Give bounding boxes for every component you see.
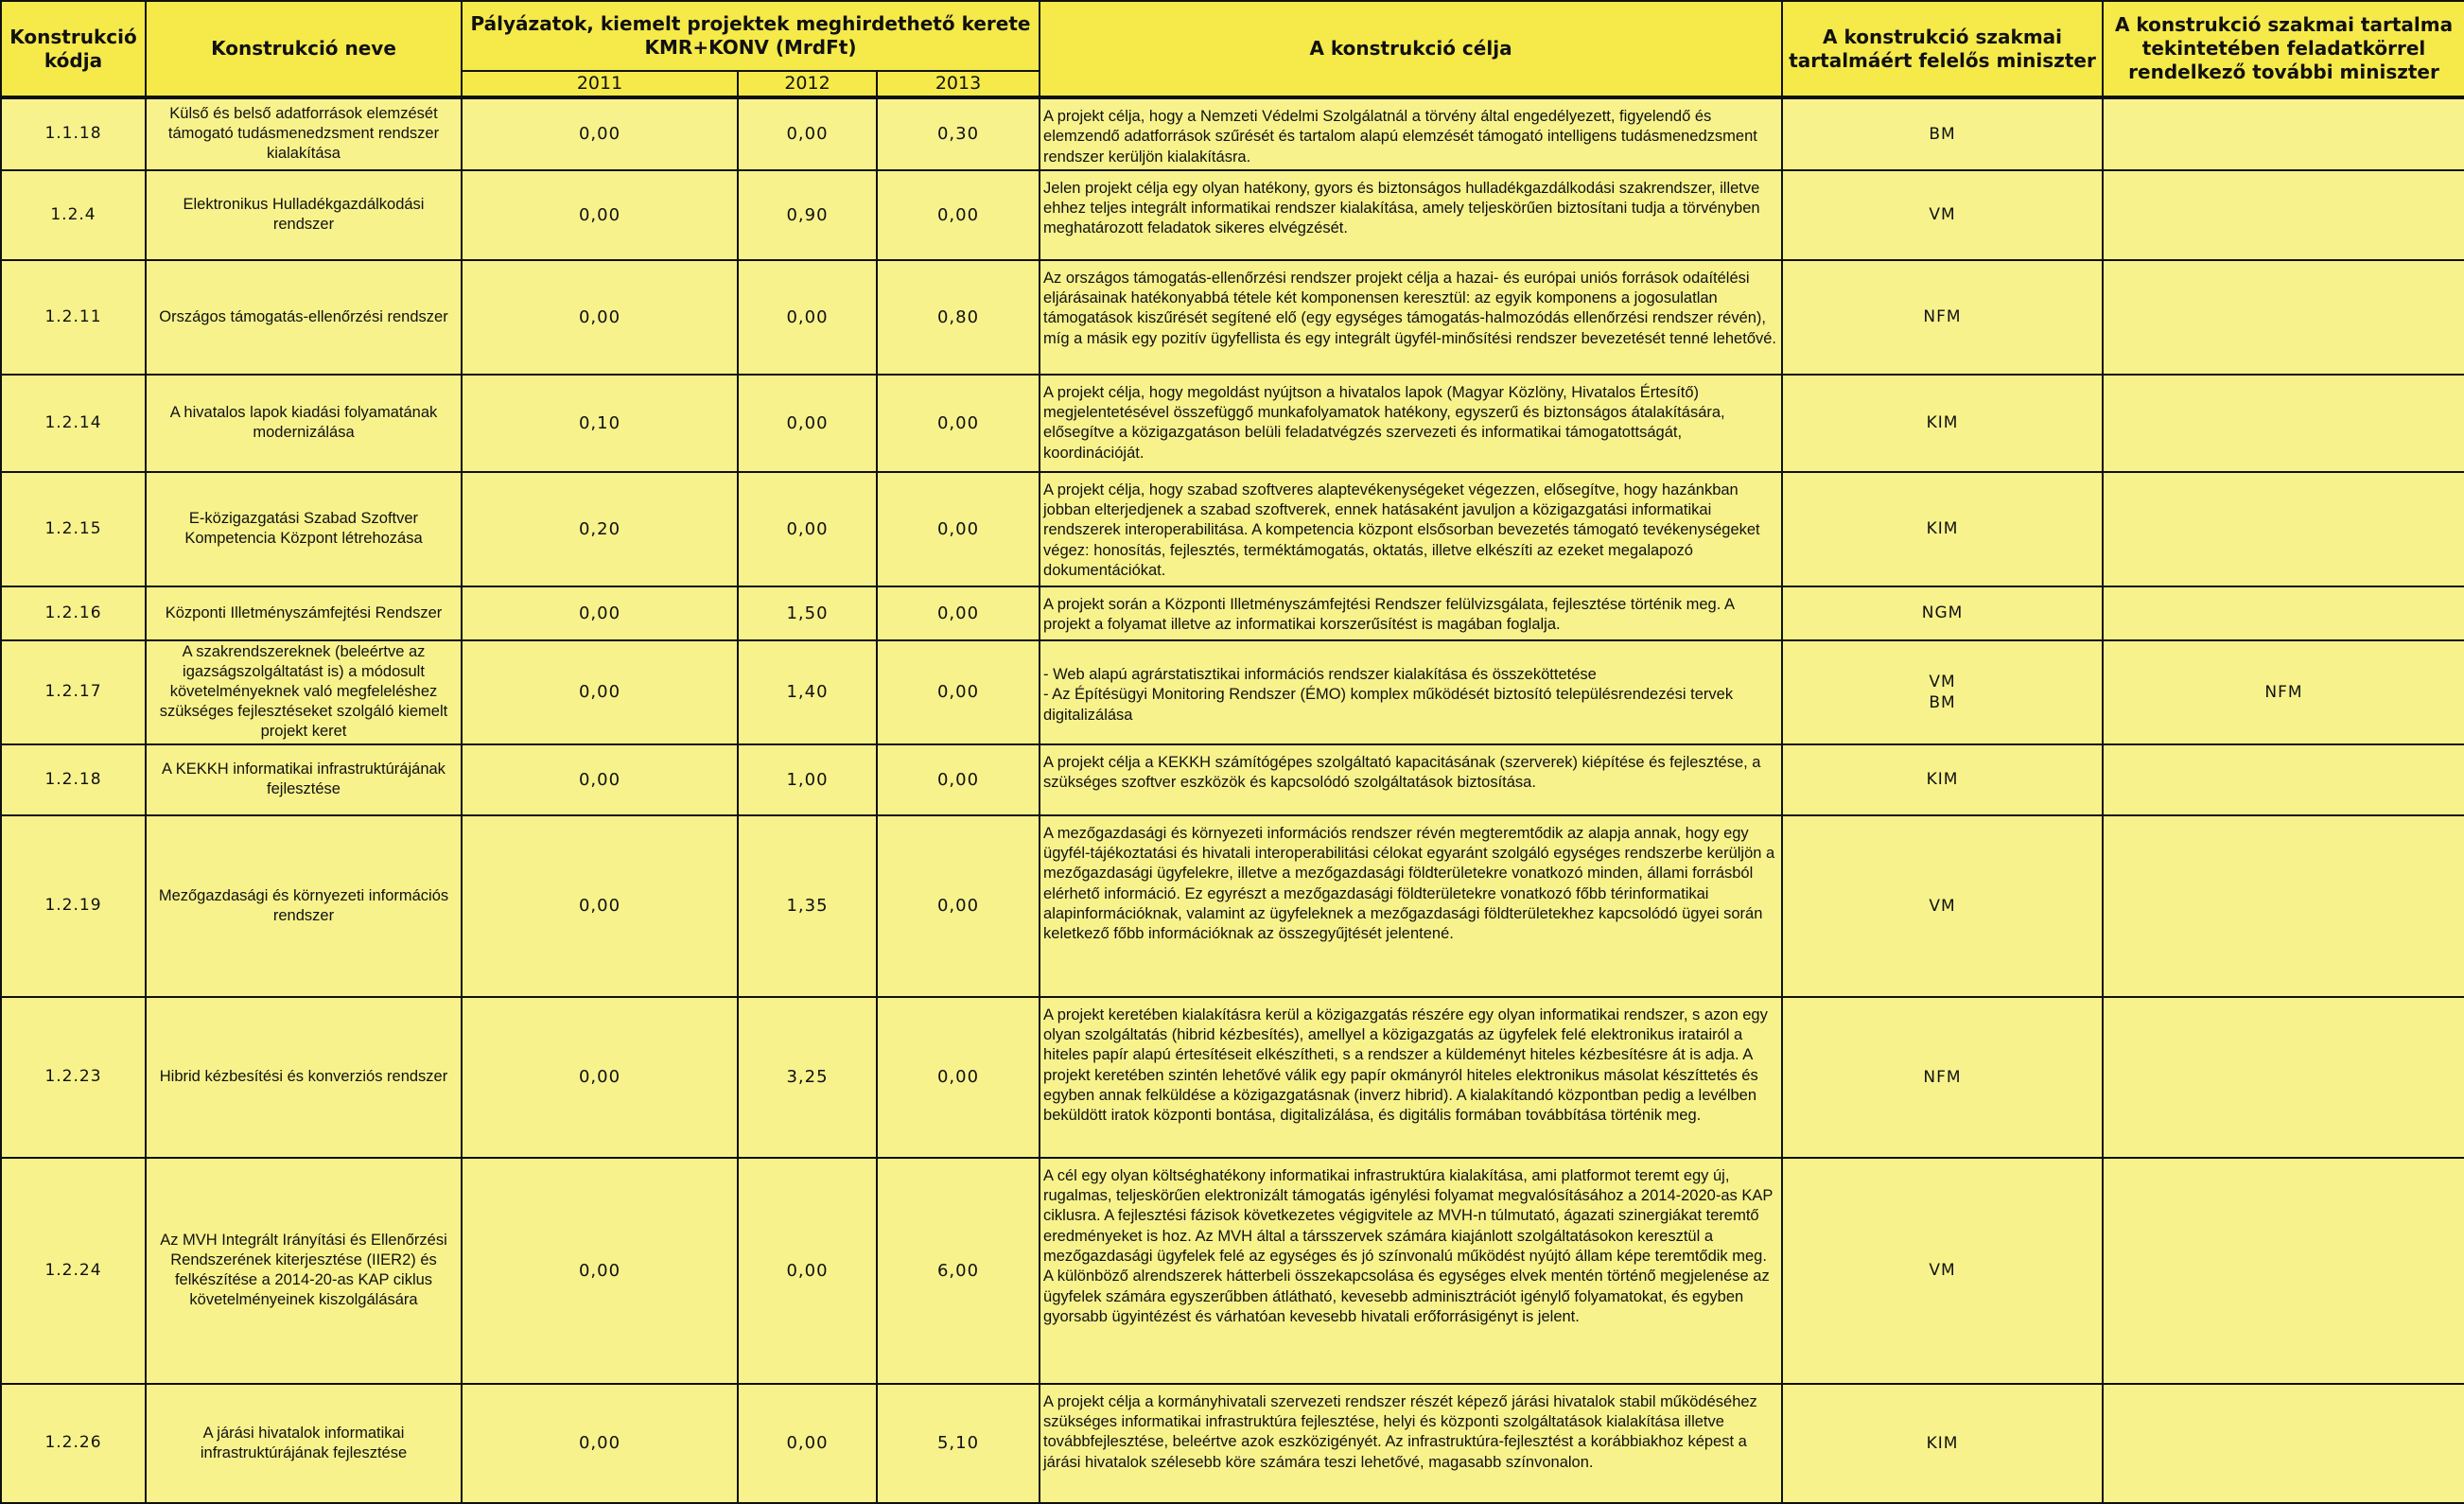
header-goal: A konstrukció célja <box>1040 1 1782 97</box>
row-value-2012: 0,00 <box>738 472 877 586</box>
row-code: 1.2.24 <box>1 1158 146 1384</box>
row-value-2012: 0,00 <box>738 1384 877 1503</box>
row-minister: VM <box>1782 815 2103 997</box>
row-value-2011: 0,00 <box>462 586 738 640</box>
row-value-2013: 0,00 <box>877 815 1040 997</box>
row-value-2012: 1,35 <box>738 815 877 997</box>
row-value-2011: 0,00 <box>462 1384 738 1503</box>
row-goal: A projekt célja, hogy megoldást nyújtson a hivatalos lapok (Magyar Közlöny, Hivatalos Értesítő) megjelentetésével összefüggő munkafolyamatok hatékony, egyszerű és biztonságos átalakítására, elősegítve a közigazgatáson belüli feladatvégzés szervezeti és informatikai támogatottságát, koordinációját. <box>1040 375 1782 472</box>
row-value-2013: 0,00 <box>877 375 1040 472</box>
table-row <box>1 815 2464 997</box>
row-value-2013: 0,30 <box>877 97 1040 170</box>
row-value-2011: 0,00 <box>462 997 738 1158</box>
row-other-minister <box>2103 97 2464 170</box>
row-minister: NGM <box>1782 586 2103 640</box>
row-value-2011: 0,00 <box>462 260 738 375</box>
row-goal: Az országos támogatás-ellenőrzési rendszer projekt célja a hazai- és európai uniós források odaítélési eljárásainak hatékonyabbá tétele két komponensen keresztül: az egyik komponens a jogosulatlan támogatások kiszűrését segítené elő (egy egységes támogatás-halmozódás ellenőrzési rendszer révén), míg a másik egy pozitív ügyfellista és egy integrált ügyfél-minősítési rendszer bevezetését tenné lehetővé. <box>1040 260 1782 375</box>
row-value-2011: 0,00 <box>462 1158 738 1384</box>
row-other-minister <box>2103 170 2464 260</box>
header-budget: Pályázatok, kiemelt projektek meghirdethető kerete KMR+KONV (MrdFt) <box>462 1 1040 71</box>
table-row <box>1 375 2464 472</box>
header-year-2013: 2013 <box>877 71 1040 97</box>
row-value-2013: 0,00 <box>877 744 1040 815</box>
row-code: 1.2.18 <box>1 744 146 815</box>
row-minister: VM <box>1782 1158 2103 1384</box>
row-goal: A cél egy olyan költséghatékony informatikai infrastruktúra kialakítása, ami platformot teremt egy új, rugalmas, teljeskörűen elektronizált támogatás igénylési folyamat megvalósításához a 2014-2020-as KAP ciklusra. A fejlesztési fázisok következetes végigvitele az MVH-n túlmutató, ágazati szinergiákat teremtő eredményeket is hoz. Az MVH által a társszervek számára kiajánlott szolgáltatásokon keresztül a mezőgazdasági ügyfelek felé az egységes és jó színvonalú működést nyújtó állam képe teremtődik meg. A különböző alrendszerek hátterbeli összekapcsolása és egységes elvek mentén történő megjelenése az ügyfelek számára egyszerűbben átlátható, kevesebb adminisztrációt igénylő folyamatokat, és egyben gyorsabb ügyintézést és várhatóan kevesebb hivatali erőforrásigényt is jelent. <box>1040 1158 1782 1384</box>
row-value-2012: 1,40 <box>738 640 877 744</box>
row-value-2013: 5,10 <box>877 1384 1040 1503</box>
row-value-2012: 0,90 <box>738 170 877 260</box>
row-code: 1.1.18 <box>1 97 146 170</box>
row-other-minister <box>2103 1384 2464 1503</box>
row-value-2013: 0,00 <box>877 640 1040 744</box>
header-year-2011: 2011 <box>462 71 738 97</box>
row-value-2013: 0,00 <box>877 170 1040 260</box>
row-minister: KIM <box>1782 1384 2103 1503</box>
row-value-2012: 0,00 <box>738 260 877 375</box>
row-other-minister <box>2103 997 2464 1158</box>
row-name: A járási hivatalok informatikai infrastruktúrájának fejlesztése <box>146 1384 462 1503</box>
row-code: 1.2.26 <box>1 1384 146 1503</box>
table-row <box>1 1384 2464 1503</box>
table-row <box>1 170 2464 260</box>
row-goal: Jelen projekt célja egy olyan hatékony, gyors és biztonságos hulladékgazdálkodási szakrendszer, illetve ehhez teljes integrált informatikai rendszer kialakítása, amely teljeskörűen biztosítani tudja a törvényben meghatározott feladatok sikeres elvégzését. <box>1040 170 1782 260</box>
row-value-2011: 0,00 <box>462 744 738 815</box>
row-other-minister <box>2103 815 2464 997</box>
row-other-minister: NFM <box>2103 640 2464 744</box>
table-row <box>1 97 2464 170</box>
row-value-2011: 0,10 <box>462 375 738 472</box>
row-name: A szakrendszereknek (beleértve az igazságszolgáltatást is) a módosult követelményeknek való megfeleléshez szükséges fejlesztéseket szolgáló kiemelt projekt keret <box>146 640 462 744</box>
row-minister: NFM <box>1782 260 2103 375</box>
table-row <box>1 472 2464 586</box>
row-goal: A projekt keretében kialakításra kerül a közigazgatás részére egy olyan informatikai rendszer, s azon egy olyan szolgáltatás (hibrid kézbesítés), amellyel a közigazgatás az ügyfelek felé elektronikus iratairól a hiteles papír alapú értesítéseit elkészítheti, s a rendszer a küldeményt hiteles kézbesítésre át is adja. A projekt keretében szintén lehetővé válik egy papír okmányról hiteles elektronikus másolat készíttetés és egyben annak felküldése a közigazgatásnak (inverz hibrid). A kialakítandó központban pedig a levélben beküldött iratok központi bontása, digitalizálása, és digitális formában továbbítása történik meg. <box>1040 997 1782 1158</box>
row-value-2011: 0,00 <box>462 97 738 170</box>
header-minister: A konstrukció szakmai tartalmáért felelős miniszter <box>1782 1 2103 97</box>
table-body <box>1 97 2464 1503</box>
row-name: Az MVH Integrált Irányítási és Ellenőrzési Rendszerének kiterjesztése (IIER2) és felkészítése a 2014-20-as KAP ciklus követelményeinek kiszolgálására <box>146 1158 462 1384</box>
row-goal: - Web alapú agrárstatisztikai információs rendszer kialakítása és összeköttetése - Az Építésügyi Monitoring Rendszer (ÉMO) komplex működését biztosító településrendezési tervek digitalizálása <box>1040 640 1782 744</box>
row-code: 1.2.14 <box>1 375 146 472</box>
row-goal: A mezőgazdasági és környezeti információs rendszer révén megteremtődik az alapja annak, hogy egy ügyfél-tájékoztatási és hivatali interoperabilitási célokat egyaránt szolgáló egységes rendszerbe kerüljön a mezőgazdasági ügyfelekre, illetve a mezőgazdasági földterületekre vonatkozó minden, állami forrásból elérhető információ. Ez egyrészt a mezőgazdasági földterületekre vonatkozó főbb térinformatikai alapinformációknak, valamint az ügyfeleknek a mezőgazdasági földterületekhez kapcsolódó ügyei során keletkező főbb információknak az összegyűjtését jelentené. <box>1040 815 1782 997</box>
header-code: Konstrukció kódja <box>1 1 146 97</box>
row-minister: KIM <box>1782 375 2103 472</box>
row-code: 1.2.16 <box>1 586 146 640</box>
row-name: A KEKKH informatikai infrastruktúrájának fejlesztése <box>146 744 462 815</box>
row-value-2011: 0,00 <box>462 170 738 260</box>
row-name: A hivatalos lapok kiadási folyamatának modernizálása <box>146 375 462 472</box>
row-value-2011: 0,00 <box>462 640 738 744</box>
row-minister: VM <box>1782 170 2103 260</box>
row-value-2013: 0,00 <box>877 472 1040 586</box>
header-name: Konstrukció neve <box>146 1 462 97</box>
row-code: 1.2.17 <box>1 640 146 744</box>
row-name: Mezőgazdasági és környezeti információs rendszer <box>146 815 462 997</box>
row-minister: KIM <box>1782 744 2103 815</box>
row-value-2012: 1,00 <box>738 744 877 815</box>
row-value-2012: 3,25 <box>738 997 877 1158</box>
row-goal: A projekt során a Központi Illetményszámfejtési Rendszer felülvizsgálata, fejlesztése történik meg. A projekt a folyamat illetve az informatikai korszerűsítést is magában foglalja. <box>1040 586 1782 640</box>
table-row <box>1 1158 2464 1384</box>
header-other-minister: A konstrukció szakmai tartalma tekintetében feladatkörrel rendelkező további miniszter <box>2103 1 2464 97</box>
row-code: 1.2.23 <box>1 997 146 1158</box>
row-name: Külső és belső adatforrások elemzését támogató tudásmenedzsment rendszer kialakítása <box>146 97 462 170</box>
row-other-minister <box>2103 260 2464 375</box>
table-row <box>1 586 2464 640</box>
row-goal: A projekt célja, hogy szabad szoftveres alaptevékenységeket végezzen, elősegítve, hogy hazánkban jobban elterjedjenek a szabad szoftverek, ennek hatásaként javuljon a közigazgatási informatikai rendszerek interoperabilitása. A kompetencia központ elsősorban bevezetés támogató tevékenységeket végez: honosítás, fejlesztés, terméktámogatás, oktatás, illetve elkészíti az ezeket megalapozó dokumentációkat. <box>1040 472 1782 586</box>
row-value-2013: 0,00 <box>877 997 1040 1158</box>
table-row <box>1 744 2464 815</box>
row-name: Hibrid kézbesítési és konverziós rendszer <box>146 997 462 1158</box>
row-name: Elektronikus Hulladékgazdálkodási rendszer <box>146 170 462 260</box>
row-goal: A projekt célja a kormányhivatali szervezeti rendszer részét képező járási hivatalok stabil működéséhez szükséges informatikai infrastruktúra fejlesztése, helyi és központi szolgáltatások kialakítása illetve továbbfejlesztése, beleértve azok eszközigényét. Az infrastruktúra-fejlesztést a korábbiakhoz képest a járási hivatalok szélesebb köre számára teszi lehetővé, magasabb színvonalon. <box>1040 1384 1782 1503</box>
row-other-minister <box>2103 586 2464 640</box>
row-value-2012: 0,00 <box>738 375 877 472</box>
row-value-2011: 0,20 <box>462 472 738 586</box>
row-value-2013: 0,80 <box>877 260 1040 375</box>
row-code: 1.2.19 <box>1 815 146 997</box>
row-code: 1.2.11 <box>1 260 146 375</box>
row-name: Központi Illetményszámfejtési Rendszer <box>146 586 462 640</box>
row-minister: KIM <box>1782 472 2103 586</box>
row-goal: A projekt célja, hogy a Nemzeti Védelmi Szolgálatnál a törvény által engedélyezett, figyelendő és elemzendő adatforrások szűrését és tartalom alapú elemzését támogató intelligens tudásmenedzsment rendszer kerüljön kialakításra. <box>1040 97 1782 170</box>
row-minister: BM <box>1782 97 2103 170</box>
row-name: E-közigazgatási Szabad Szoftver Kompetencia Központ létrehozása <box>146 472 462 586</box>
row-other-minister <box>2103 744 2464 815</box>
row-value-2012: 1,50 <box>738 586 877 640</box>
table-row <box>1 260 2464 375</box>
row-value-2012: 0,00 <box>738 97 877 170</box>
row-goal: A projekt célja a KEKKH számítógépes szolgáltató kapacitásának (szerverek) kiépítése és fejlesztése, a szükséges szoftver eszközök és kapcsolódó szolgáltatások biztosítása. <box>1040 744 1782 815</box>
table-row <box>1 997 2464 1158</box>
row-other-minister <box>2103 1158 2464 1384</box>
row-minister: NFM <box>1782 997 2103 1158</box>
table-row <box>1 640 2464 744</box>
row-code: 1.2.15 <box>1 472 146 586</box>
header-year-2012: 2012 <box>738 71 877 97</box>
row-code: 1.2.4 <box>1 170 146 260</box>
row-value-2013: 0,00 <box>877 586 1040 640</box>
row-other-minister <box>2103 375 2464 472</box>
row-name: Országos támogatás-ellenőrzési rendszer <box>146 260 462 375</box>
row-other-minister <box>2103 472 2464 586</box>
row-value-2011: 0,00 <box>462 815 738 997</box>
row-minister: VM BM <box>1782 640 2103 744</box>
row-value-2013: 6,00 <box>877 1158 1040 1384</box>
row-value-2012: 0,00 <box>738 1158 877 1384</box>
